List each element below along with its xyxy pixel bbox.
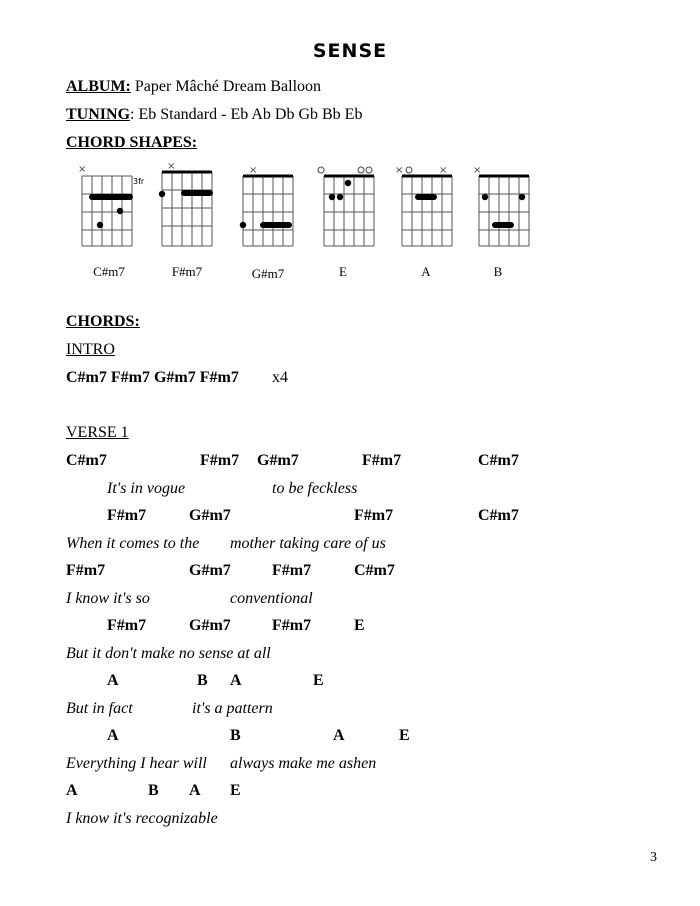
chord-name: C#m7: [93, 264, 125, 279]
chord-symbol: G#m7: [189, 562, 231, 579]
chord-name: G#m7: [251, 266, 285, 281]
lyric-fragment: conventional: [230, 590, 313, 607]
lyric-fragment: Everything I hear will: [66, 755, 207, 772]
chord-name: A: [421, 264, 431, 279]
intro-repeat: x4: [272, 369, 288, 386]
chord-symbol: A: [66, 782, 78, 799]
chord-symbol: A: [230, 672, 242, 689]
chord-diagram-gsharp-m7: [236, 160, 306, 255]
chord-symbol: B: [230, 727, 241, 744]
lyric-fragment: But in fact: [66, 700, 133, 717]
verse1-heading: VERSE 1: [66, 424, 129, 441]
chord-diagram-b: [472, 160, 542, 255]
chord-symbol: F#m7: [272, 617, 312, 634]
chord-symbol: F#m7: [66, 562, 106, 579]
chords-heading: CHORDS:: [66, 313, 140, 330]
chord-symbol: B: [148, 782, 159, 799]
chord-name: F#m7: [171, 264, 203, 279]
chord-symbol: F#m7: [200, 452, 240, 469]
chord-name: B: [493, 264, 503, 279]
svg-text:×: ×: [395, 165, 404, 176]
chord-symbol: E: [354, 617, 365, 634]
fret-label: 3fr: [133, 177, 145, 186]
chord-name: E: [339, 264, 347, 279]
lyric-fragment: I know it's so: [66, 590, 150, 607]
chord-symbol: C#m7: [354, 562, 395, 579]
song-title: SENSE: [312, 40, 388, 62]
album-label: ALBUM:: [66, 78, 131, 95]
chord-symbol: E: [230, 782, 241, 799]
lyric-fragment: It's in vogue: [107, 480, 186, 497]
chord-symbol: C#m7: [478, 452, 519, 469]
chord-diagram-e: [317, 160, 387, 255]
chord-symbol: A: [189, 782, 201, 799]
lyric-fragment: it's a pattern: [192, 700, 273, 717]
chord-shapes-heading: CHORD SHAPES:: [66, 134, 198, 151]
chord-symbol: G#m7: [189, 617, 231, 634]
chord-symbol: A: [107, 727, 119, 744]
chord-symbol: G#m7: [257, 452, 299, 469]
tuning-value: : Eb Standard - Eb Ab Db Gb Bb Eb: [130, 106, 363, 123]
chord-symbol: C#m7: [478, 507, 519, 524]
svg-text:×: ×: [249, 165, 258, 176]
page-number: 3: [650, 850, 657, 865]
lyric-fragment: When it comes to the: [66, 535, 200, 552]
tuning-label: TUNING: [66, 106, 131, 123]
chord-symbol: B: [197, 672, 208, 689]
chord-symbol: E: [313, 672, 324, 689]
lyric-fragment: to be feckless: [272, 480, 358, 497]
chord-symbol: E: [399, 727, 410, 744]
svg-text:×: ×: [78, 164, 87, 175]
lyric-fragment: But it don't make no sense at all: [66, 645, 271, 662]
chord-diagram-a: [395, 160, 465, 255]
svg-text:×: ×: [167, 161, 176, 172]
lyric-fragment: always make me ashen: [230, 755, 377, 772]
chord-symbol: A: [333, 727, 345, 744]
lyric-fragment: I know it's recognizable: [66, 810, 218, 827]
chord-symbol: F#m7: [362, 452, 402, 469]
chord-diagram-fsharp-m7: [155, 160, 225, 255]
tuning-line: [66, 106, 362, 124]
chord-symbol: A: [107, 672, 119, 689]
album-value: Paper Mâché Dream Balloon: [130, 78, 322, 95]
intro-chords: C#m7 F#m7 G#m7 F#m7: [66, 369, 239, 386]
chord-symbol: F#m7: [107, 617, 147, 634]
intro-heading: INTRO: [66, 341, 115, 358]
chord-symbol: G#m7: [189, 507, 231, 524]
chord-symbol: F#m7: [354, 507, 394, 524]
chord-symbol: F#m7: [107, 507, 147, 524]
chord-symbol: C#m7: [66, 452, 107, 469]
album-line: [66, 78, 321, 96]
lyric-fragment: mother taking care of us: [230, 535, 386, 552]
svg-text:×: ×: [473, 165, 482, 176]
svg-text:×: ×: [439, 165, 448, 176]
chord-symbol: F#m7: [272, 562, 312, 579]
chord-diagram-csharp-m7: [75, 160, 145, 255]
